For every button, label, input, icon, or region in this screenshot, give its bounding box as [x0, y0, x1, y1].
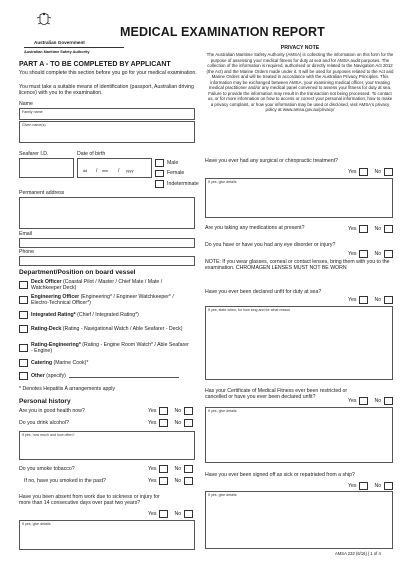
surgery-question: Have you ever had any surgical or chiropractic treatment? — [205, 158, 338, 164]
absent-detail-field[interactable] — [19, 520, 195, 550]
certificate-detail-hint: If yes, give details — [208, 409, 237, 413]
government-name: Australian Government — [34, 40, 85, 45]
absent-detail-hint: If yes, give details — [22, 522, 51, 526]
authority-name: Australian Maritime Safety Authority — [24, 47, 124, 55]
certificate-detail-field[interactable] — [205, 407, 393, 463]
unfit-no-label: No — [374, 296, 382, 303]
eye-no-label: No — [374, 250, 382, 257]
tobacco-no-label: No — [174, 465, 182, 472]
alcohol-detail-hint: If yes, how much and how often? — [22, 433, 75, 437]
smoked-yes-checkbox[interactable] — [159, 477, 168, 485]
address-field[interactable] — [19, 197, 195, 229]
alcohol-question: Do you drink alcohol? — [19, 420, 69, 426]
repatriated-no-checkbox[interactable] — [384, 482, 393, 490]
unfit-yes-label: Yes — [348, 296, 357, 303]
certificate-no-checkbox[interactable] — [384, 397, 393, 405]
certificate-yes-label: Yes — [348, 397, 357, 404]
female-checkbox[interactable] — [155, 170, 164, 178]
alcohol-yes-checkbox[interactable] — [159, 419, 168, 427]
male-label: Male — [167, 159, 179, 166]
dob-dd: dd — [83, 169, 88, 173]
eye-no-checkbox[interactable] — [384, 250, 393, 258]
smoked-yes-label: Yes — [148, 477, 157, 484]
rating-deck-checkbox[interactable] — [19, 325, 28, 333]
department-heading: Department/Position on board vessel — [19, 269, 136, 276]
smoked-question: If no, have you smoked in the past? — [24, 478, 106, 484]
other-checkbox[interactable] — [19, 372, 28, 380]
health-no-label: No — [174, 407, 182, 414]
indeterminate-checkbox[interactable] — [155, 180, 164, 188]
intro-text-2: You must take a suitable means of identification (passport, Australian driving licence) with you to the examination. — [19, 84, 194, 97]
family-name-field[interactable] — [19, 108, 195, 120]
hepatitis-footnote: * Denotes Hepatitis A arrangements apply — [19, 386, 116, 392]
repatriated-question: Have you ever been signed off as sick or repatriated from a ship? — [205, 472, 355, 478]
engineering-officer-checkbox[interactable] — [19, 296, 28, 304]
deck-officer-checkbox[interactable] — [19, 281, 28, 289]
dob-yyyy: yyyy — [126, 169, 134, 173]
absent-yes-label: Yes — [148, 510, 157, 517]
seafarer-id-label: Seafarer I.D. — [19, 151, 49, 157]
surgery-detail-field[interactable] — [205, 178, 393, 218]
male-checkbox[interactable] — [155, 159, 164, 167]
surgery-yes-label: Yes — [348, 168, 357, 175]
eye-yes-label: Yes — [348, 250, 357, 257]
medications-no-label: No — [374, 225, 382, 232]
medications-question: Are you taking any medications at present? — [205, 225, 305, 231]
lens-note: NOTE: If you wear glasses, corneal or contact lenses, bring them with you to the examination. CHROMAGEN LENSES MUST NOT BE WORN — [205, 259, 390, 272]
name-label: Name — [19, 101, 33, 107]
email-field[interactable] — [19, 238, 195, 248]
health-no-checkbox[interactable] — [184, 407, 193, 415]
repatriated-detail-field[interactable] — [205, 491, 393, 549]
absent-no-label: No — [174, 510, 182, 517]
privacy-heading: PRIVACY NOTE — [280, 45, 320, 51]
page-title: MEDICAL EXAMINATION REPORT — [120, 25, 325, 39]
given-names-hint: Given name(s) — [22, 123, 46, 127]
given-names-field[interactable] — [19, 121, 195, 143]
alcohol-yes-label: Yes — [148, 419, 157, 426]
phone-label: Phone — [19, 249, 35, 255]
rating-engineering-checkbox[interactable] — [19, 344, 28, 352]
alcohol-no-label: No — [174, 419, 182, 426]
female-label: Female — [167, 170, 185, 177]
alcohol-no-checkbox[interactable] — [184, 419, 193, 427]
smoked-no-label: No — [174, 477, 182, 484]
indeterminate-label: Indeterminate — [167, 180, 199, 187]
government-logo — [16, 12, 90, 54]
repatriated-no-label: No — [374, 482, 382, 489]
seafarer-id-field[interactable] — [19, 158, 74, 178]
certificate-yes-checkbox[interactable] — [359, 397, 368, 405]
sex-options — [155, 159, 199, 188]
surgery-detail-hint: If yes, give details — [208, 180, 237, 184]
dob-field[interactable]: dd mm yyyy / / — [77, 158, 152, 178]
health-yes-checkbox[interactable] — [159, 407, 168, 415]
coat-of-arms-icon — [36, 12, 52, 30]
dob-label: Date of birth — [77, 151, 106, 157]
personal-history-heading: Personal history — [19, 398, 71, 405]
intro-text-1: You should complete this section before you go for your medical examination. — [19, 70, 197, 76]
other-specify-line[interactable] — [69, 373, 179, 378]
phone-field[interactable] — [19, 256, 195, 266]
repatriated-yes-checkbox[interactable] — [359, 482, 368, 490]
alcohol-detail-field[interactable] — [19, 431, 195, 460]
tobacco-question: Do you smoke tobacco? — [19, 466, 75, 472]
health-question: Are you in good health now? — [19, 408, 85, 414]
catering-checkbox[interactable] — [19, 359, 28, 367]
medications-yes-label: Yes — [348, 225, 357, 232]
absent-no-checkbox[interactable] — [184, 510, 193, 518]
tobacco-yes-label: Yes — [148, 465, 157, 472]
part-a-heading: PART A - TO BE COMPLETED BY APPLICANT — [19, 61, 171, 68]
eye-question: Do you have or have you had any eye disorder or injury? — [205, 242, 336, 248]
address-label: Permanent address — [19, 190, 65, 196]
privacy-text: The Australian Maritime Safety Authority (AMSA) is collecting the information on this form for the purpose of assessing your medical fitness for duty at sea and for AMSA audit purposes. The collection of the information is required, authorised or directly related to the Navigation Act 2012 (the Act) and the Marine Orders made under it. It will be used for purposes related to the Act and Marine Orders and will be treated in accordance with the Australian Privacy Principles. This information may be exchanged between AMSA, your examining medical officer, your treating medical practitioner and/or any medical panel convened to assess your fitness for duty at sea. Failure to provide the information may result in the transaction not being processed. To contact us, or for more information on how to access or correct your personal information, how to make a privacy complaint, or how your information may be used or disclosed, visit AMSA's privacy policy at www.amsa.gov.au/privacy/ — [206, 52, 394, 112]
medications-yes-checkbox[interactable] — [359, 225, 368, 233]
form-footer: AMSA 232 (6/16) | 1 of 4 — [335, 551, 381, 556]
surgery-no-checkbox[interactable] — [384, 168, 393, 176]
certificate-question: Has your Certificate of Medical Fitness ever been restricted or cancelled or have you ever been declared unfit? — [205, 388, 348, 401]
integrated-rating-checkbox[interactable] — [19, 311, 28, 319]
unfit-detail-hint: If yes, state when, for how long and for what reason — [208, 308, 291, 312]
unfit-detail-field[interactable] — [205, 306, 393, 380]
surgery-yes-checkbox[interactable] — [359, 168, 368, 176]
tobacco-yes-checkbox[interactable] — [159, 465, 168, 473]
absent-question: Have you been absent from work due to sickness or injury for more than 14 consecutive days over past two years? — [19, 494, 160, 507]
email-label: Email — [19, 231, 32, 237]
medications-no-checkbox[interactable] — [384, 225, 393, 233]
unfit-no-checkbox[interactable] — [384, 296, 393, 304]
surgery-no-label: No — [374, 168, 382, 175]
certificate-no-label: No — [374, 397, 382, 404]
family-name-hint: Family name — [22, 110, 43, 114]
dob-mm: mm — [102, 169, 109, 173]
health-yes-label: Yes — [148, 407, 157, 414]
repatriated-yes-label: Yes — [348, 482, 357, 489]
absent-yes-checkbox[interactable] — [159, 510, 168, 518]
tobacco-no-checkbox[interactable] — [184, 465, 193, 473]
repatriated-detail-hint: If yes, give details — [208, 493, 237, 497]
unfit-yes-checkbox[interactable] — [359, 296, 368, 304]
smoked-no-checkbox[interactable] — [184, 477, 193, 485]
eye-yes-checkbox[interactable] — [359, 250, 368, 258]
unfit-question: Have you ever been declared unfit for duty at sea? — [205, 289, 322, 295]
